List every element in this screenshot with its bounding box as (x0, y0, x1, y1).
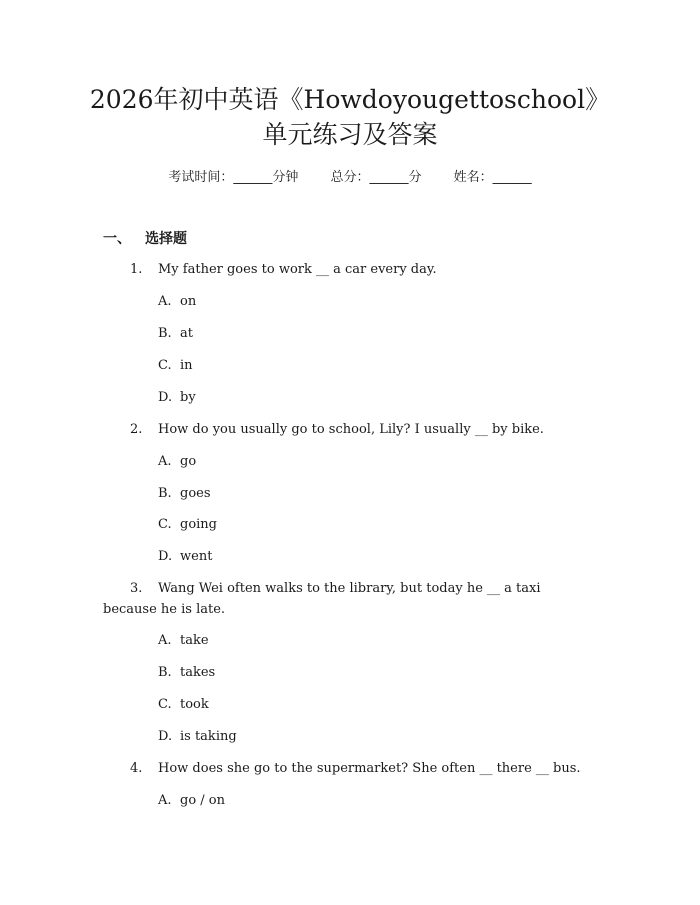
document-title-line-1: 2026年初中英语《Howdoyougettoschool》 (89, 85, 611, 114)
option-text: going (180, 517, 218, 532)
option-text: take (180, 633, 209, 648)
option-2b (158, 484, 211, 504)
document-title-line-2: 单元练习及答案 (262, 120, 438, 149)
question-text: How do you usually go to school, Lily? I usually __ by bike. (158, 422, 544, 437)
option-text: go (180, 454, 197, 469)
student-name-field: 姓名：______ (453, 170, 532, 185)
option-text: is taking (180, 729, 237, 744)
section-number: 一、 (103, 231, 131, 247)
option-text: goes (180, 486, 211, 501)
option-letter: D. (158, 390, 173, 405)
question-number: 2. (130, 422, 143, 437)
section-title: 选择题 (145, 231, 187, 247)
option-text: went (180, 549, 213, 564)
question-text-continued: because he is late. (103, 602, 226, 617)
exam-time-field: 考试时间：______分钟 (168, 170, 299, 185)
option-text: takes (180, 665, 216, 680)
option-text: by (180, 390, 196, 405)
option-letter: C. (158, 517, 172, 532)
option-2c (158, 515, 217, 535)
option-letter: C. (158, 697, 172, 712)
total-score-field: 总分：______分 (330, 170, 422, 185)
option-letter: B. (158, 326, 172, 341)
option-letter: B. (158, 486, 172, 501)
exam-meta (0, 168, 700, 188)
option-letter: D. (158, 729, 173, 744)
option-text: in (180, 358, 193, 373)
question-text: My father goes to work __ a car every day. (158, 262, 437, 277)
option-3c (158, 695, 209, 715)
question-number: 4. (130, 761, 143, 776)
option-letter: B. (158, 665, 172, 680)
option-1a (158, 292, 196, 312)
option-letter: C. (158, 358, 172, 373)
question-number: 3. (130, 581, 143, 596)
option-1d (158, 388, 196, 408)
option-2a (158, 452, 196, 472)
option-letter: D. (158, 549, 173, 564)
section-heading (103, 229, 187, 249)
option-3d (158, 727, 237, 747)
option-letter: A. (158, 454, 172, 469)
option-text: took (180, 697, 209, 712)
option-2d (158, 547, 212, 567)
question-text: How does she go to the supermarket? She often __ there __ bus. (158, 761, 581, 776)
option-1c (158, 356, 193, 376)
option-4a (158, 791, 225, 811)
option-letter: A. (158, 793, 172, 808)
question-number: 1. (130, 262, 143, 277)
question-text: Wang Wei often walks to the library, but today he __ a taxi (158, 581, 541, 596)
option-3a (158, 631, 209, 651)
option-1b (158, 324, 193, 344)
option-text: go / on (180, 793, 225, 808)
option-letter: A. (158, 294, 172, 309)
option-letter: A. (158, 633, 172, 648)
option-3b (158, 663, 215, 683)
option-text: at (180, 326, 193, 341)
option-text: on (180, 294, 197, 309)
